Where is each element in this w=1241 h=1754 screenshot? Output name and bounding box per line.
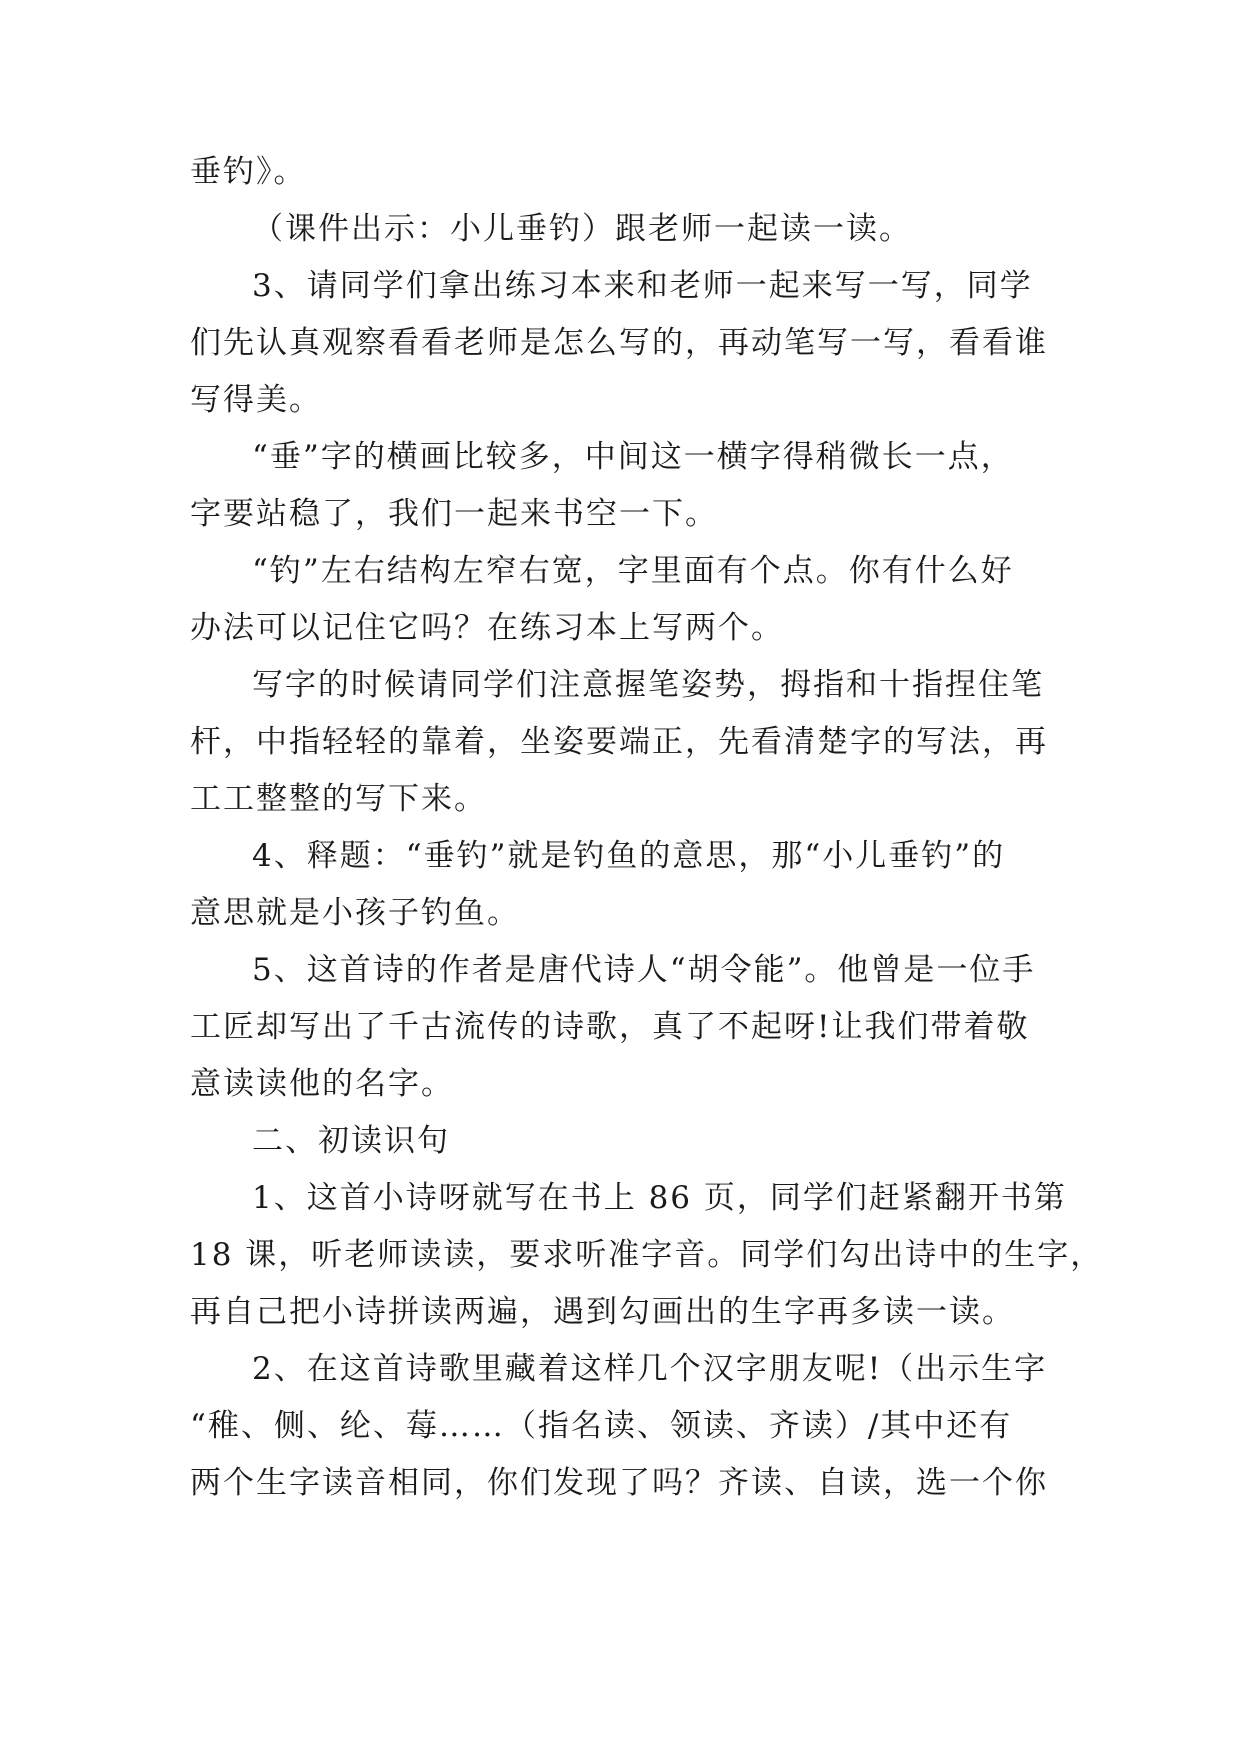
text-line-23: “稚、侧、纶、莓……（指名读、领读、齐读）/其中还有 xyxy=(190,1408,1013,1444)
text-line-21: 再自己把小诗拼读两遍，遇到勾画出的生字再多读一读。 xyxy=(190,1294,1015,1330)
text-line-20: 18 课，听老师读读，要求听准字音。同学们勾出诗中的生字， xyxy=(190,1237,1104,1273)
text-line-8: “钓”左右结构左窄右宽，字里面有个点。你有什么好 xyxy=(252,553,1014,589)
text-line-16: 工匠却写出了千古流传的诗歌，真了不起呀!让我们带着敬 xyxy=(190,1009,1030,1045)
section-heading: 二、初读识句 xyxy=(252,1123,450,1159)
text-line-5: 写得美。 xyxy=(190,382,322,418)
text-line-4: 们先认真观察看看老师是怎么写的，再动笔写一写，看看谁 xyxy=(190,325,1048,361)
text-line-14: 意思就是小孩子钓鱼。 xyxy=(190,895,520,931)
text-line-1: 垂钓》。 xyxy=(190,154,307,190)
text-line-10: 写字的时候请同学们注意握笔姿势，拇指和十指捏住笔 xyxy=(252,667,1044,703)
text-line-3: 3、请同学们拿出练习本来和老师一起来写一写，同学 xyxy=(252,268,1033,304)
text-line-9: 办法可以记住它吗？在练习本上写两个。 xyxy=(190,610,784,646)
text-line-22: 2、在这首诗歌里藏着这样几个汉字朋友呢!（出示生字 xyxy=(252,1351,1048,1387)
text-line-13: 4、释题：“垂钓”就是钓鱼的意思，那“小儿垂钓”的 xyxy=(252,838,1006,874)
text-line-6: “垂”字的横画比较多，中间这一横字得稍微长一点， xyxy=(252,439,1014,475)
text-line-12: 工工整整的写下来。 xyxy=(190,781,487,817)
text-line-19: 1、这首小诗呀就写在书上 86 页，同学们赶紧翻开书第 xyxy=(252,1180,1067,1216)
text-line-24: 两个生字读音相同，你们发现了吗？齐读、自读，选一个你 xyxy=(190,1465,1048,1501)
text-line-11: 杆，中指轻轻的靠着，坐姿要端正，先看清楚字的写法，再 xyxy=(190,724,1048,760)
text-line-7: 字要站稳了，我们一起来书空一下。 xyxy=(190,496,718,532)
text-line-15: 5、这首诗的作者是唐代诗人“胡令能”。他曾是一位手 xyxy=(252,952,1036,988)
text-line-17: 意读读他的名字。 xyxy=(190,1066,454,1102)
text-line-2: （课件出示：小儿垂钓）跟老师一起读一读。 xyxy=(252,211,912,247)
